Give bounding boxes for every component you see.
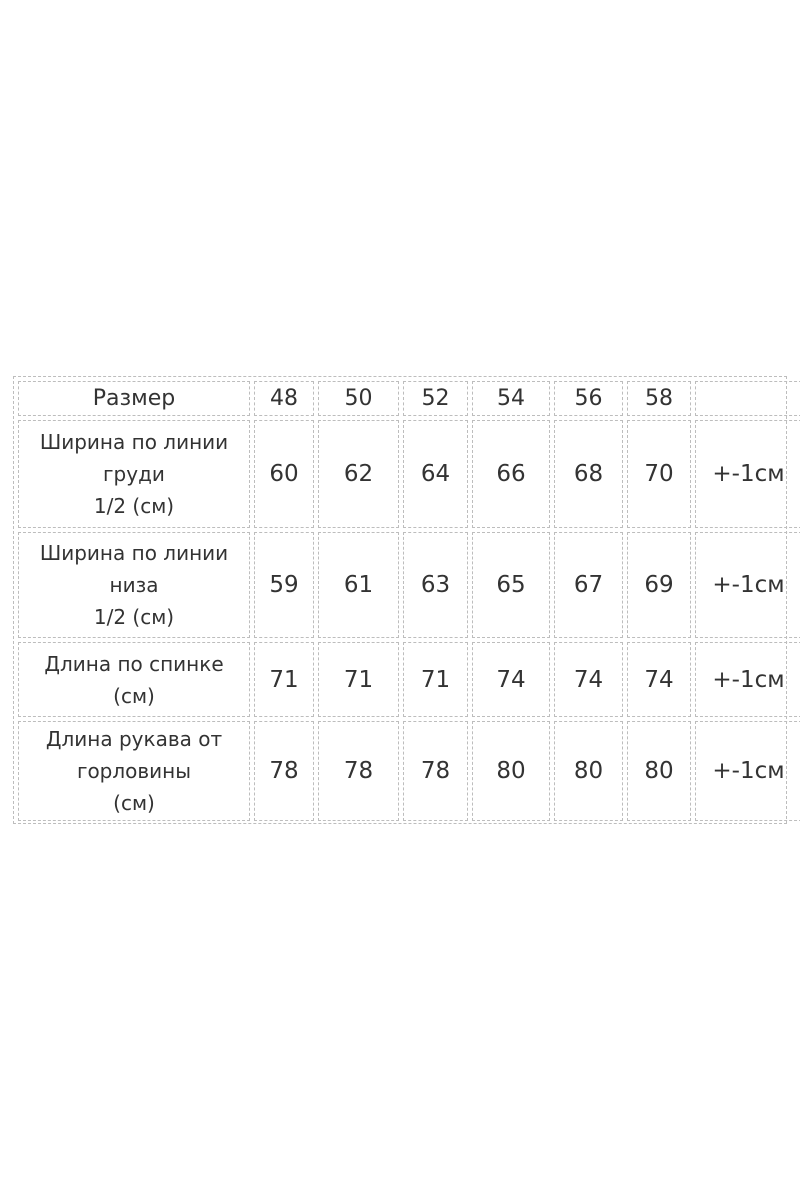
row-chest-width-value: 68: [554, 420, 623, 528]
row-sleeve-length-value: 80: [554, 721, 623, 821]
header-size-label: Размер: [18, 381, 250, 416]
row-chest-width-value: 60: [254, 420, 314, 528]
row-chest-width-value: 64: [403, 420, 468, 528]
row-back-length-label: Длина по спинке (см): [18, 642, 250, 717]
row-chest-width-value: 66: [472, 420, 550, 528]
row-sleeve-length-tolerance: +-1см: [695, 721, 800, 821]
row-sleeve-length-value: 80: [627, 721, 691, 821]
header-size-50: 50: [318, 381, 399, 416]
row-hem-width-value: 69: [627, 532, 691, 638]
row-chest-width-label: Ширина по линии груди 1/2 (см): [18, 420, 250, 528]
row-back-length-value: 74: [627, 642, 691, 717]
row-back-length-value: 71: [254, 642, 314, 717]
row-back-length-tolerance: +-1см: [695, 642, 800, 717]
row-back-length-value: 71: [318, 642, 399, 717]
row-hem-width-value: 61: [318, 532, 399, 638]
row-chest-width-value: 70: [627, 420, 691, 528]
row-hem-width-label: Ширина по линии низа 1/2 (см): [18, 532, 250, 638]
row-sleeve-length-value: 80: [472, 721, 550, 821]
row-sleeve-length-value: 78: [318, 721, 399, 821]
header-empty: [695, 381, 800, 416]
row-hem-width-value: 63: [403, 532, 468, 638]
row-hem-width-value: 59: [254, 532, 314, 638]
row-chest-width-tolerance: +-1см: [695, 420, 800, 528]
size-chart-table: [13, 376, 787, 824]
row-hem-width-value: 67: [554, 532, 623, 638]
row-back-length-value: 74: [554, 642, 623, 717]
header-size-54: 54: [472, 381, 550, 416]
row-sleeve-length-value: 78: [403, 721, 468, 821]
row-back-length-value: 74: [472, 642, 550, 717]
row-hem-width-tolerance: +-1см: [695, 532, 800, 638]
header-size-48: 48: [254, 381, 314, 416]
row-sleeve-length-value: 78: [254, 721, 314, 821]
row-back-length-value: 71: [403, 642, 468, 717]
header-size-58: 58: [627, 381, 691, 416]
header-size-52: 52: [403, 381, 468, 416]
size-chart-grid: [18, 381, 785, 819]
row-hem-width-value: 65: [472, 532, 550, 638]
header-size-56: 56: [554, 381, 623, 416]
row-chest-width-value: 62: [318, 420, 399, 528]
row-sleeve-length-label: Длина рукава от горловины (см): [18, 721, 250, 821]
